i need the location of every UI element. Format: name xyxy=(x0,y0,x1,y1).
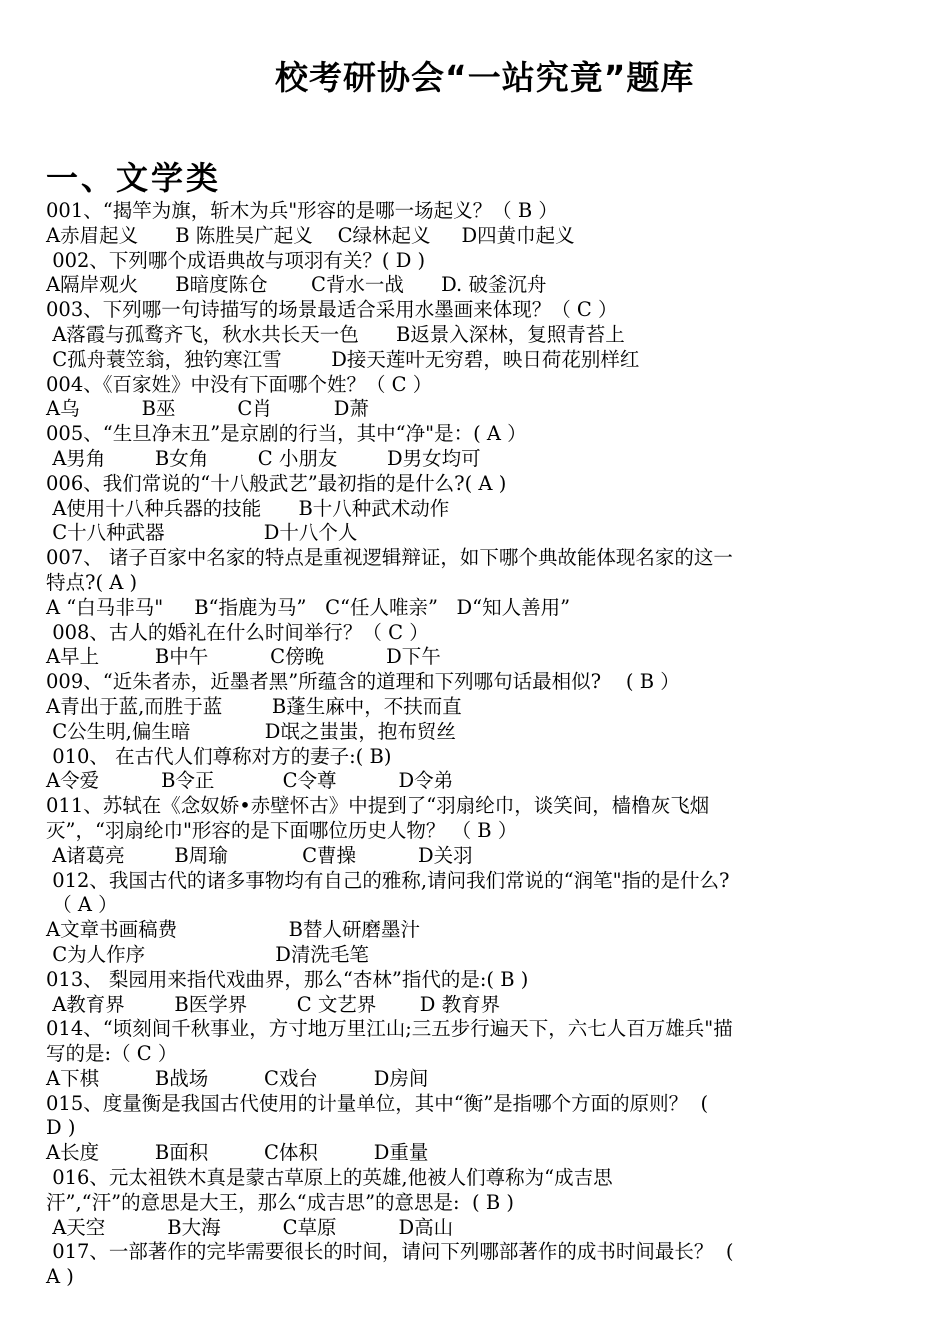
question-line: A早上 B中午 C傍晚 D下午 xyxy=(46,645,441,669)
question-line: A男角 B女角 C 小朋友 D男女均可 xyxy=(46,446,481,470)
question-text: 016、元太祖铁木真是蒙古草原上的英雄,他被人们尊称为“成吉思 xyxy=(46,1166,613,1190)
question-line: 灭”，“羽扇纶巾"形容的是下面哪位历史人物？ （ B ） xyxy=(46,818,518,842)
question-line: A下棋 B战场 C戏台 D房间 xyxy=(46,1066,429,1090)
question-text: 005、“生旦净末丑”是京剧的行当，其中“净"是：( A ） xyxy=(46,422,527,446)
question-text: 006、我们常说的“十八般武艺”最初指的是什么?( A ) xyxy=(46,471,507,495)
question-line: C十八种武器 D十八个人 xyxy=(46,521,358,545)
question-line: 特点?( A ) xyxy=(46,570,138,594)
question-text: 004、《百家姓》中没有下面哪个姓？（ C ） xyxy=(46,372,433,396)
question-line: D ) xyxy=(46,1116,76,1140)
question-item xyxy=(46,1092,926,1166)
question-line: C公生明,偏生暗 D氓之蚩蚩，抱布贸丝 xyxy=(46,719,456,743)
question-line: A使用十八种兵器的技能 B十八种武术动作 xyxy=(46,496,450,520)
question-line: 写的是:（ C ） xyxy=(46,1042,178,1066)
question-line: （ A ） xyxy=(46,893,118,917)
question-text: 015、度量衡是我国古代使用的计量单位，其中“衡”是指哪个方面的原则？ ( xyxy=(46,1091,709,1115)
question-line: A诸葛亮 B周瑜 C曹操 D关羽 xyxy=(46,843,473,867)
question-text: 001、“揭竿为旗，斩木为兵"形容的是哪一场起义？（ B ） xyxy=(46,199,558,222)
question-text: 013、 梨园用来指代戏曲界，那么“杏林”指代的是:( B ) xyxy=(46,967,529,991)
question-line: A教育界 B医学界 C 文艺界 D 教育界 xyxy=(46,992,501,1016)
question-item xyxy=(46,745,926,795)
question-text: 002、下列哪个成语典故与项羽有关？( D ) xyxy=(46,248,426,272)
question-item xyxy=(46,298,926,372)
question-line: C孤舟蓑笠翁，独钓寒江雪 D接天莲叶无穷碧，映日荷花别样红 xyxy=(46,347,640,371)
question-item xyxy=(46,249,926,299)
question-item xyxy=(46,422,926,472)
question-line: A青出于蓝,而胜于蓝 B蓬生麻中，不扶而直 xyxy=(46,694,462,718)
question-text: 009、“近朱者赤，近墨者黑”所蕴含的道理和下列哪句话最相似? ( B ） xyxy=(46,670,680,694)
question-text: 003、下列哪一句诗描写的场景最适合采用水墨画来体现？（ C ） xyxy=(46,298,618,322)
question-item xyxy=(46,1017,926,1091)
question-item xyxy=(46,1240,926,1290)
question-line: A长度 B面积 C体积 D重量 xyxy=(46,1141,429,1165)
question-item xyxy=(46,1166,926,1240)
question-item xyxy=(46,670,926,744)
question-line: A乌 B巫 C肖 D萧 xyxy=(46,397,369,421)
question-text: 014、“顷刻间千秋事业，方寸地万里江山;三五步行遍天下，六七人百万雄兵"描 xyxy=(46,1017,733,1041)
question-line: A令爱 B令正 C令尊 D令弟 xyxy=(46,769,454,793)
question-text: 017、一部著作的完毕需要很长的时间，请问下列哪部著作的成书时间最长？ ( xyxy=(46,1240,734,1264)
question-text: 008、古人的婚礼在什么时间举行？（ C ） xyxy=(46,620,429,644)
question-item xyxy=(46,199,926,249)
question-line: A ) xyxy=(46,1265,74,1289)
section-heading: 一、文学类 xyxy=(46,159,222,197)
question-text: 011、苏轼在《念奴娇•赤壁怀古》中提到了“羽扇纶巾，谈笑间，樯橹灰飞烟 xyxy=(46,794,710,818)
question-line: 汗”,“汗”的意思是大王，那么“成吉思”的意思是: ( B ) xyxy=(46,1190,514,1214)
question-item xyxy=(46,373,926,423)
question-line: A天空 B大海 C草原 D高山 xyxy=(46,1215,454,1239)
question-line: A “白马非马" B“指鹿为马” C“任人唯亲” D“知人善用” xyxy=(46,595,571,619)
question-line: A落霞与孤鹜齐飞，秋水共长天一色 B返景入深林，复照青苔上 xyxy=(46,322,625,346)
question-line: C为人作序 D清洗毛笔 xyxy=(46,942,369,966)
question-item xyxy=(46,472,926,546)
question-list xyxy=(46,199,926,1290)
question-item xyxy=(46,968,926,1018)
question-item xyxy=(46,794,926,868)
question-line: A文章书画稿费 B替人研磨墨汁 xyxy=(46,918,420,942)
question-line: A赤眉起义 B 陈胜吴广起义 C绿林起义 D四黄巾起义 xyxy=(46,223,575,247)
question-line: A隔岸观火 B暗度陈仓 C背水一战 D. 破釜沉舟 xyxy=(46,273,547,297)
question-text: 010、 在古代人们尊称对方的妻子:( B) xyxy=(46,744,392,768)
question-text: 007、 诸子百家中名家的特点是重视逻辑辩证，如下哪个典故能体现名家的这一 xyxy=(46,546,733,570)
document-title: 校考研协会“一站究竟”题库 xyxy=(275,58,695,97)
question-text: 012、我国古代的诸多事物均有自己的雅称,请问我们常说的“润笔"指的是什么? xyxy=(46,868,730,892)
question-item xyxy=(46,869,926,968)
question-item xyxy=(46,621,926,671)
question-item xyxy=(46,546,926,620)
